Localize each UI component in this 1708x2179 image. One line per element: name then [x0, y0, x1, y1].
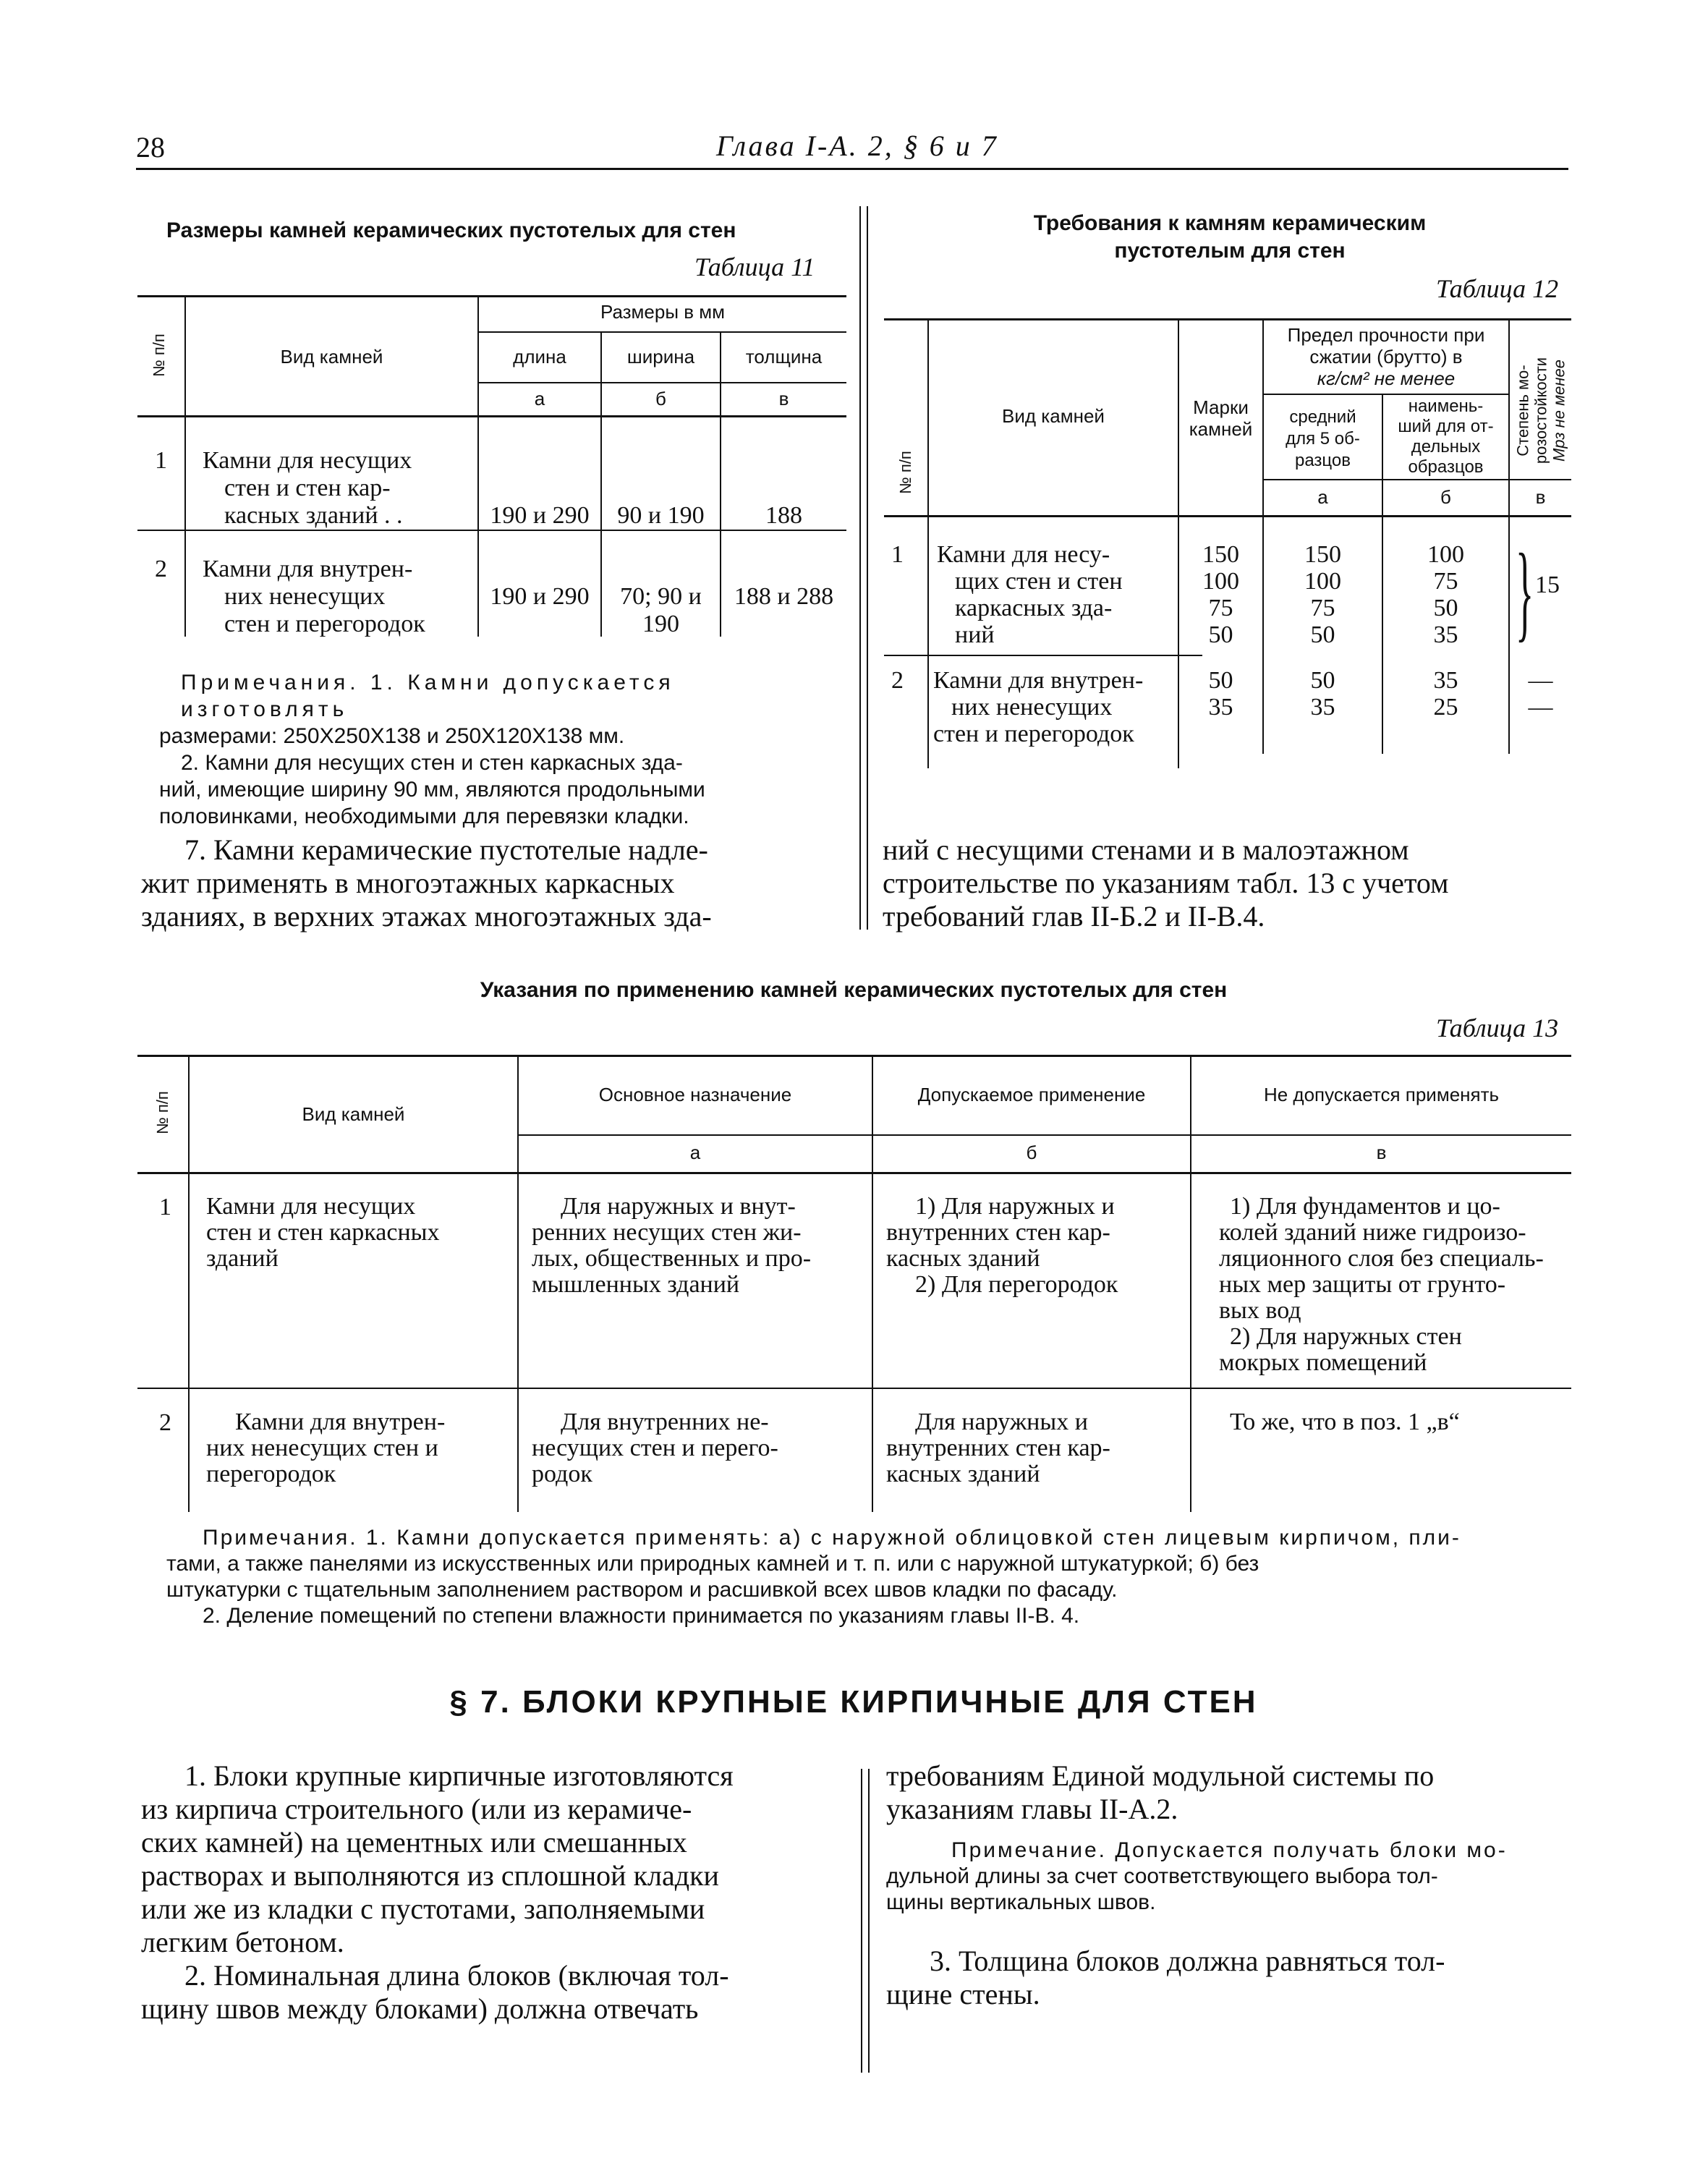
table13-row1-allowed: 1) Для наружных и внутренних стен кар- касных зданий 2) Для перегородок: [886, 1193, 1118, 1298]
table12-row1-num: 1: [891, 541, 904, 568]
table13-notes: Примечания. 1. Камни допускается применять: а) с наружной облицовкой стен лицевым кирпичом, пли- тами, а также панелями из искусственных или природных камней и т. п. или с наружной штукатуркой; б) без штукатурки с тщательным заполнением раствором и расшивкой всех швов кладки по фасаду. 2. Деление помещений по степени влажности принимается по указаниям главы II-В. 4.: [166, 1526, 1461, 1628]
table13-row2-kind: Камни для внутрен- них ненесущих стен и перегородок: [206, 1409, 446, 1487]
table12-row1-kind: Камни для несу- щих стен и стен каркасных зда- ний: [937, 541, 1123, 648]
table12-row2-avg: 50 35: [1310, 667, 1335, 721]
table11-title: Размеры камней керамических пустотелых для стен: [166, 218, 736, 242]
table12-col-min: наимень- ший для от- дельных образцов: [1398, 396, 1494, 477]
table11-row2-kind: Камни для внутрен- них ненесущих стен и перегородок: [203, 556, 425, 637]
table13-row2-main: Для внутренних не- несущих стен и перего- родок: [532, 1409, 778, 1487]
table13-label: Таблица 13: [1436, 1014, 1559, 1042]
table12-row1-brace: }: [1516, 532, 1534, 652]
table12-title: Требования к камням керамическим пустотелым для стен: [1033, 211, 1427, 263]
section-divider-left: [861, 1769, 862, 2073]
table12-label: Таблица 12: [1436, 274, 1559, 303]
table12-col-num: № п/п: [896, 451, 914, 494]
table11-row2-thickness: 188 и 288: [734, 583, 834, 610]
table13-row1-kind: Камни для несущих стен и стен каркасных зданий: [206, 1193, 440, 1272]
table12-row2-num: 2: [891, 667, 904, 694]
table12-row2-kind: Камни для внутрен- них ненесущих стен и перегородок: [933, 667, 1144, 747]
table12-code-b: б: [1440, 486, 1451, 508]
table12-row2-frost: — —: [1528, 667, 1553, 721]
table13-row1-main: Для наружных и внут- ренних несущих стен жи- лых, общественных и про- мышленных зданий: [532, 1193, 812, 1298]
table13-code-a: а: [689, 1142, 701, 1163]
header-rule: [136, 168, 1568, 170]
table11-col-sizes: Размеры в мм: [600, 301, 726, 323]
table12-row2-marks: 50 35: [1208, 667, 1233, 721]
table11-col-thickness: толщина: [745, 346, 823, 368]
section7-right-after: 3. Толщина блоков должна равняться тол- щине стены.: [886, 1945, 1445, 2010]
table12-code-v: в: [1535, 486, 1546, 508]
table11-row1-length: 190 и 290: [490, 502, 590, 529]
table13-col-num: № п/п: [153, 1091, 171, 1134]
section-divider-right: [868, 1769, 870, 2073]
para7-right: ний с несущими стенами и в малоэтажном строительстве по указаниям табл. 13 с учетом требований глав II-Б.2 и II-В.4.: [883, 833, 1449, 933]
section7-left: 1. Блоки крупные кирпичные изготовляются из кирпича строительного (или из керамиче- ских камней) на цементных или смешанных растворах и выполняются из сплошной кладки или же из кладки с пустотами, заполняемыми легким бетоном. 2. Номинальная длина блоков (включая тол- щину швов между блоками) должна отвечать: [141, 1759, 734, 2025]
table11-row1-width: 90 и 190: [617, 502, 705, 529]
column-divider-left: [859, 206, 861, 930]
table13-row2-allowed: Для наружных и внутренних стен кар- касных зданий: [886, 1409, 1110, 1487]
table11-col-length: длина: [513, 346, 566, 368]
table11-code-b: б: [655, 388, 666, 409]
table13-row2-forbidden: То же, что в поз. 1 „в“: [1230, 1409, 1460, 1435]
table11-row2-length: 190 и 290: [490, 583, 590, 610]
table12-col-avg: средний для 5 об- разцов: [1286, 407, 1360, 470]
table11-col-num: № п/п: [150, 334, 168, 377]
table12-row1-frost: 15: [1535, 572, 1560, 598]
table11-row1-kind: Камни для несущих стен и стен кар- касных зданий . .: [203, 447, 412, 529]
table12-code-a: а: [1317, 486, 1328, 508]
table11-row1-num: 1: [155, 447, 167, 474]
table13-title: Указания по применению камней керамических пустотелых для стен: [480, 978, 1228, 1002]
table13-col-forbidden: Не допускается применять: [1263, 1084, 1500, 1105]
table11-notes: Примечания. 1. Камни допускается изготовлять размерами: 250Х250Х138 и 250Х120Х138 мм. 2. Камни для несущих стен и стен каркасных зда- ний, имеющие ширину 90 мм, являются продольными половинками, необходимыми для перевязки кладки.: [159, 671, 705, 828]
table11-code-v: в: [778, 388, 789, 409]
table13-col-kind: Вид камней: [302, 1103, 405, 1125]
table11-col-kind: Вид камней: [280, 346, 383, 368]
table13-code-v: в: [1376, 1142, 1387, 1163]
table12-col-marks: Марки камней: [1189, 396, 1253, 440]
table12-col-strength: Предел прочности при сжатии (брутто) в кг/см² не менее: [1287, 324, 1485, 389]
section7-note: Примечание. Допускается получать блоки мо- дульной длины за счет соответствующего выбора тол- щины вертикальных швов.: [886, 1838, 1508, 1914]
table12-row1-avg: 150 100 75 50: [1304, 541, 1341, 648]
table11-col-width: ширина: [626, 346, 695, 368]
table11-label: Таблица 11: [694, 252, 815, 281]
table12-col-frost: Степень мо- розостойкости Мрз не менее: [1513, 357, 1568, 464]
table12-row1-min: 100 75 50 35: [1427, 541, 1464, 648]
table11-row1-thickness: 188: [765, 502, 802, 529]
table13-col-allowed: Допускаемое применение: [917, 1084, 1146, 1105]
table12-row2-min: 35 25: [1433, 667, 1458, 721]
table12-row1-marks: 150 100 75 50: [1202, 541, 1239, 648]
section7-heading: § 7. БЛОКИ КРУПНЫЕ КИРПИЧНЫЕ ДЛЯ СТЕН: [449, 1684, 1258, 1720]
table11-row2-width: 70; 90 и 190: [620, 583, 702, 637]
table13-code-b: б: [1026, 1142, 1037, 1163]
chapter-header: Глава I-А. 2, § 6 и 7: [716, 129, 998, 162]
table11-code-a: а: [534, 388, 545, 409]
page-number: 28: [136, 131, 165, 163]
table13-col-main: Основное назначение: [598, 1084, 792, 1105]
table12-col-kind: Вид камней: [1002, 405, 1105, 427]
column-divider-right: [867, 206, 868, 930]
para7-left: 7. Камни керамические пустотелые надле- жит применять в многоэтажных каркасных зданиях, в верхних этажах многоэтажных зда-: [141, 833, 712, 933]
table13-row1-num: 1: [159, 1194, 171, 1220]
section7-right: требованиям Единой модульной системы по указаниям главы II-А.2.: [886, 1759, 1435, 1825]
table11-row2-num: 2: [155, 556, 167, 582]
table13-row2-num: 2: [159, 1409, 171, 1436]
table13-row1-forbidden: 1) Для фундаментов и цо- колей зданий ниже гидроизо- ляционного слоя без специаль- ных мер защиты от грунто- вых вод 2) Для наружных стен мокрых помещений: [1219, 1193, 1544, 1376]
